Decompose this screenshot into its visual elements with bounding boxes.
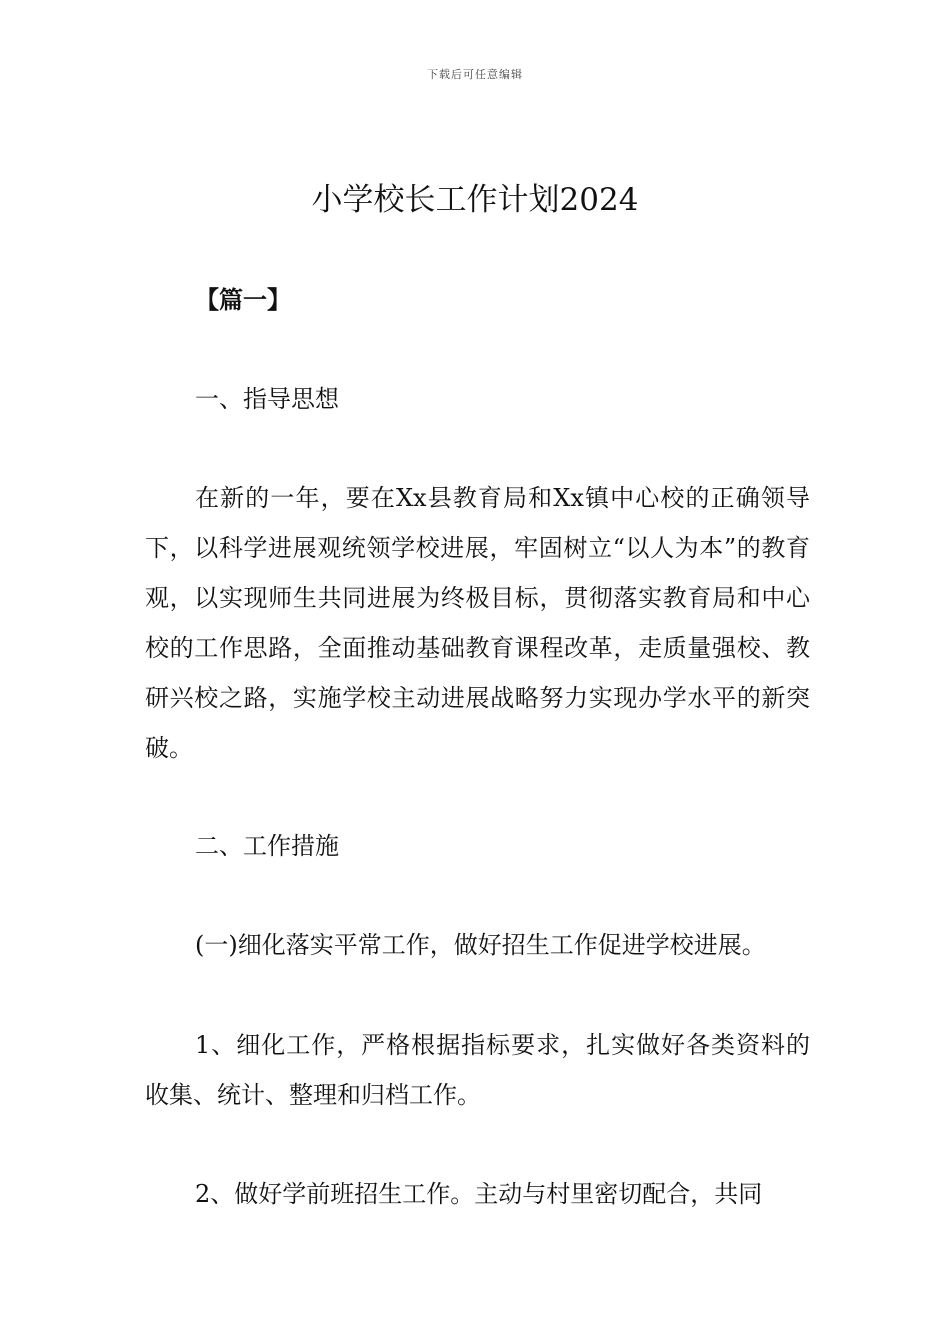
- section-marker: 【篇一】: [195, 285, 291, 314]
- heading-work-measures: 二、工作措施: [195, 832, 339, 860]
- paragraph-item-1: 1、细化工作，严格根据指标要求，扎实做好各类资料的收集、统计、整理和归档工作。: [145, 1031, 810, 1109]
- header-note: 下载后可任意编辑: [427, 68, 523, 81]
- document-title: 小学校长工作计划2024: [311, 182, 639, 218]
- paragraph-item-2: 2、做好学前班招生工作。主动与村里密切配合，共同: [195, 1180, 763, 1208]
- subheading-routine-work: (一)细化落实平常工作，做好招生工作促进学校进展。: [195, 931, 766, 959]
- paragraph-guiding-ideology: 在新的一年，要在Xx县教育局和Xx镇中心校的正确领导下，以科学进展观统领学校进展，牢固树立“以人为本”的教育观，以实现师生共同进展为终极目标，贯彻落实教育局和中心校的工作思路，全面推动基础教育课程改革，走质量强校、教研兴校之路，实施学校主动进展战略努力实现办学水平的新突破。: [145, 484, 810, 762]
- heading-guiding-ideology: 一、指导思想: [195, 385, 339, 413]
